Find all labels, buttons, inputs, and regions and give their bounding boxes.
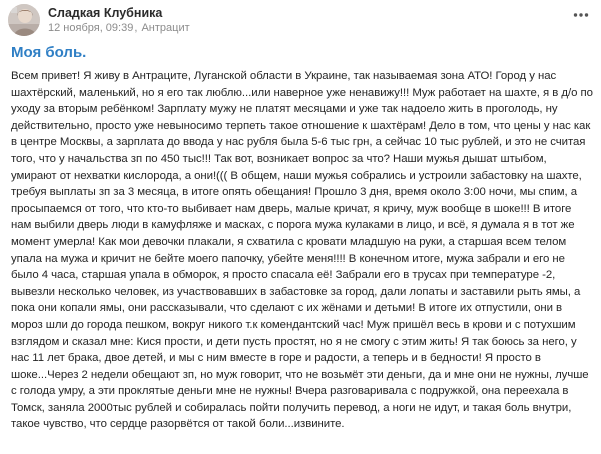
- post-title[interactable]: Моя боль.: [11, 44, 87, 61]
- post-meta: [48, 22, 190, 34]
- more-menu-button[interactable]: [573, 7, 589, 17]
- post-date: 12 ноября, 09:39: [48, 22, 134, 34]
- author-name[interactable]: Сладкая Клубника: [48, 6, 163, 20]
- more-dots-icon: [573, 10, 589, 20]
- meta-separator: ,: [134, 22, 138, 34]
- post-location: Антрацит: [141, 22, 190, 34]
- avatar-photo-icon: [8, 4, 40, 36]
- post-body: Всем привет! Я живу в Антраците, Луганской области в Украине, так называемая зона АТО! Город у нас шахтёрский, маленький, но я его так люблю...или наверное уже ненавижу!!! Муж работает на шахте, я в д/о по уходу за вторым ребёнком! Зарплату мужу не платят месяцами и уже так надоело жить в проголодь, ну действительно, просто уже невыносимо терпеть такое отношение к шахтёрам! Дело в том, что цены у нас как в центре Москвы, а зарплата до ввода у нас рубля была 5-6 тыс грн, а сейчас 10 тыс рублей, и это не считая того, что у начальства зп по 450 тыс!!! Так вот, возникает вопрос за что? Наши мужья дышат штыбом, умирают от нехватки кислорода, а они!((( В общем, наши мужья собрались и устроили забастовку на шахте, требуя выплаты зп за 3 месяца, в итоге опять обещания! Прошло 3 дня, время около 3:00 ночи, мы спим, а просыпаемся от того, что кто-то выбивает нам дверь, малые кричат, я кричу, муж вообще в шоке!!! В итоге нам выбили дверь люди в камуфляже и масках, с порога мужа кулаками в лицо, и всё, я думала я в тот же момент умерла! Как мои девочки плакали, я схватила с кровати младшую на руки, а старшая всем телом упала на мужа и кричит не бейте моего папочку, убейте меня!!!! В конечном итоге, мужа забрали и его не было 4 часа, старшая упала в обморок, я просто спасала её! Забрали его в трусах при температуре -2, вывезли несколько человек, из участвовавших в забастовке за город, дали лопаты и заставили рыть ямы, а пока они копали ямы, они рассказывали, что сделают с их жёнами и детьми! В итоге их отпустили, они в мороз шли до города пешком, вокруг никого т.к комендантский час! Муж пришёл весь в крови и с потухшим взглядом и сказал мне: Кися прости, и дети пусть простят, но я не смогу с этим жить! Я так боюсь за него, у нас 11 лет брака, двое детей, и мы с ним вместе в горе и радости, а теперь и в бедности! Я просто в шоке...Через 2 недели обещают зп, но муж говорит, что не возьмёт эти деньги, да и мне они не нужны, лучше с голода умру, а эти проклятые деньги мне не нужны! Вчера разговаривала с подружкой, она переехала в Томск, заняла 2000тыс рублей и собиралась пойти получить перевод, а ноги не идут, и такая боль внутри, такое чувство, что сердце разорвётся от такой боли...извините.: [11, 70, 593, 431]
- post-header: [8, 4, 593, 36]
- avatar[interactable]: [8, 4, 40, 36]
